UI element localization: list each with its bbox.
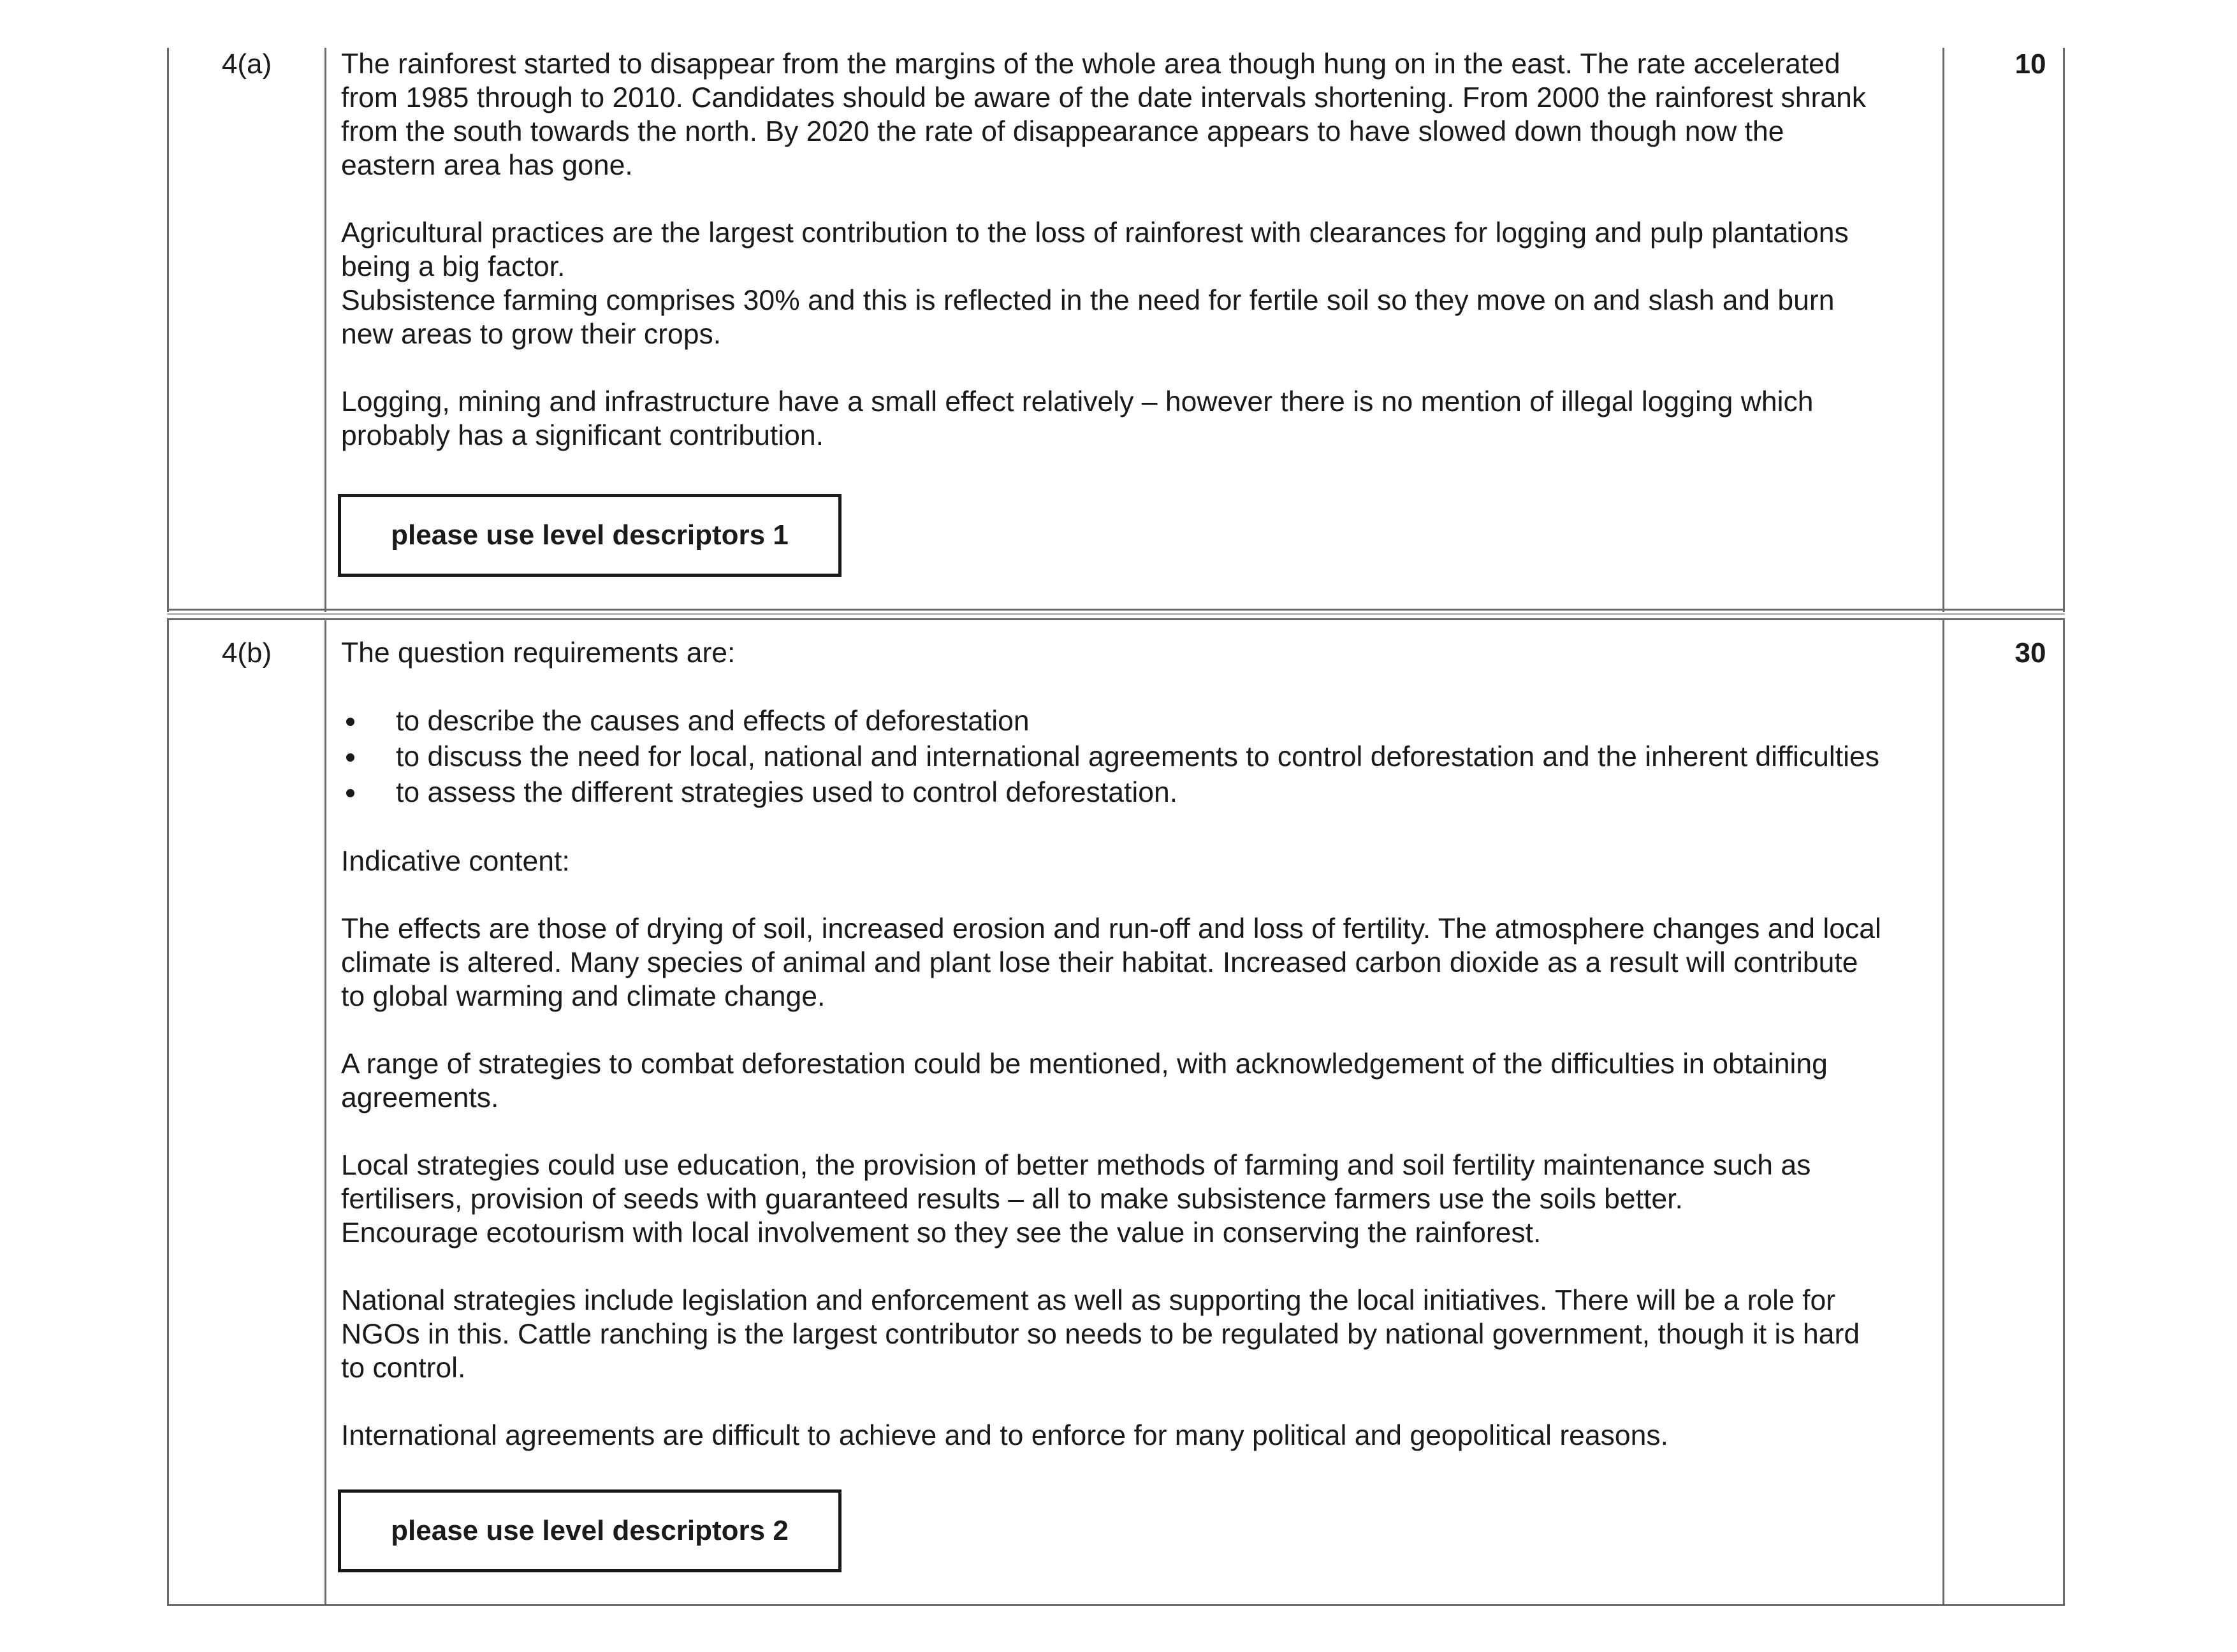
answer-paragraph: Encourage ecotourism with local involvement so they see the value in conserving the rainforest. <box>341 1217 1541 1249</box>
list-item <box>341 775 1948 811</box>
table-border-right <box>2063 48 2065 612</box>
table-border-bottom <box>167 1604 2065 1606</box>
row-divider-gap <box>167 613 2065 615</box>
list-item-text: to assess the different strategies used to control deforestation. <box>396 777 1178 808</box>
bullet-icon <box>346 718 354 726</box>
marks-value: 10 <box>2015 48 2046 80</box>
level-descriptors-box <box>338 494 842 577</box>
table-border-left <box>167 48 169 612</box>
answer-paragraph: International agreements are difficult to achieve and to enforce for many political and geopolitical reasons. <box>341 1420 1669 1451</box>
table-border-left <box>167 618 169 1606</box>
row-divider-bottom <box>167 618 2065 620</box>
answer-paragraph: A range of strategies to combat deforestation could be mentioned, with acknowledgement of the difficulties in obtaining agreements. <box>341 1048 1828 1113</box>
bullet-icon <box>346 789 354 797</box>
requirements-intro: The question requirements are: <box>341 637 736 669</box>
list-item-text: to describe the causes and effects of deforestation <box>396 706 1030 737</box>
answer-paragraph: National strategies include legislation and enforcement as well as supporting the local initiatives. There will be a role for NGOs in this. Cattle ranching is the largest contributor so needs to be regulated by national government, though it is hard to control. <box>341 1285 1860 1384</box>
column-divider-question <box>324 618 326 1606</box>
answer-content <box>341 47 1948 486</box>
level-descriptors-label: please use level descriptors 2 <box>391 1515 789 1546</box>
answer-paragraph: Subsistence farming comprises 30% and this is reflected in the need for fertile soil so they move on and slash and burn new areas to grow their crops. <box>341 285 1835 350</box>
list-item-text: to discuss the need for local, national and international agreements to control deforestation and the inherent difficulties <box>396 741 1880 772</box>
table-border-right <box>2063 618 2065 1606</box>
question-number: 4(a) <box>221 48 272 80</box>
marks-value: 30 <box>2015 637 2046 669</box>
bullet-icon <box>346 753 354 762</box>
answer-content <box>341 636 1948 1486</box>
answer-paragraph: Local strategies could use education, the provision of better methods of farming and soil fertility maintenance such as fertilisers, provision of seeds with guaranteed results – all to make subsistence farmers use the soils better. <box>341 1150 1811 1215</box>
list-item <box>341 739 1948 775</box>
list-item <box>341 704 1948 739</box>
answer-paragraph: The rainforest started to disappear from the margins of the whole area though hung on in the east. The rate accelerated from 1985 through to 2010. Candidates should be aware of the date intervals shortening. From 2000 the rainforest shrank from the south towards the north. By 2020 the rate of disappearance appears to have slowed down though now the eastern area has gone. <box>341 48 1867 181</box>
level-descriptors-label: please use level descriptors 1 <box>391 519 789 551</box>
level-descriptors-box <box>338 1489 842 1572</box>
requirements-list <box>341 704 1948 811</box>
question-number: 4(b) <box>221 637 272 669</box>
row-divider-top <box>167 609 2065 611</box>
answer-paragraph: Agricultural practices are the largest contribution to the loss of rainforest with clearances for logging and pulp plantations being a big factor. <box>341 217 1849 282</box>
answer-paragraph: Logging, mining and infrastructure have a small effect relatively – however there is no mention of illegal logging which probably has a significant contribution. <box>341 386 1814 451</box>
answer-paragraph: The effects are those of drying of soil, increased erosion and run-off and loss of fertility. The atmosphere changes and local climate is altered. Many species of animal and plant lose their habitat. Increased carbon dioxide as a result will contribute to global warming and climate change. <box>341 913 1881 1012</box>
indicative-content-heading: Indicative content: <box>341 846 570 877</box>
column-divider-question <box>324 48 326 612</box>
